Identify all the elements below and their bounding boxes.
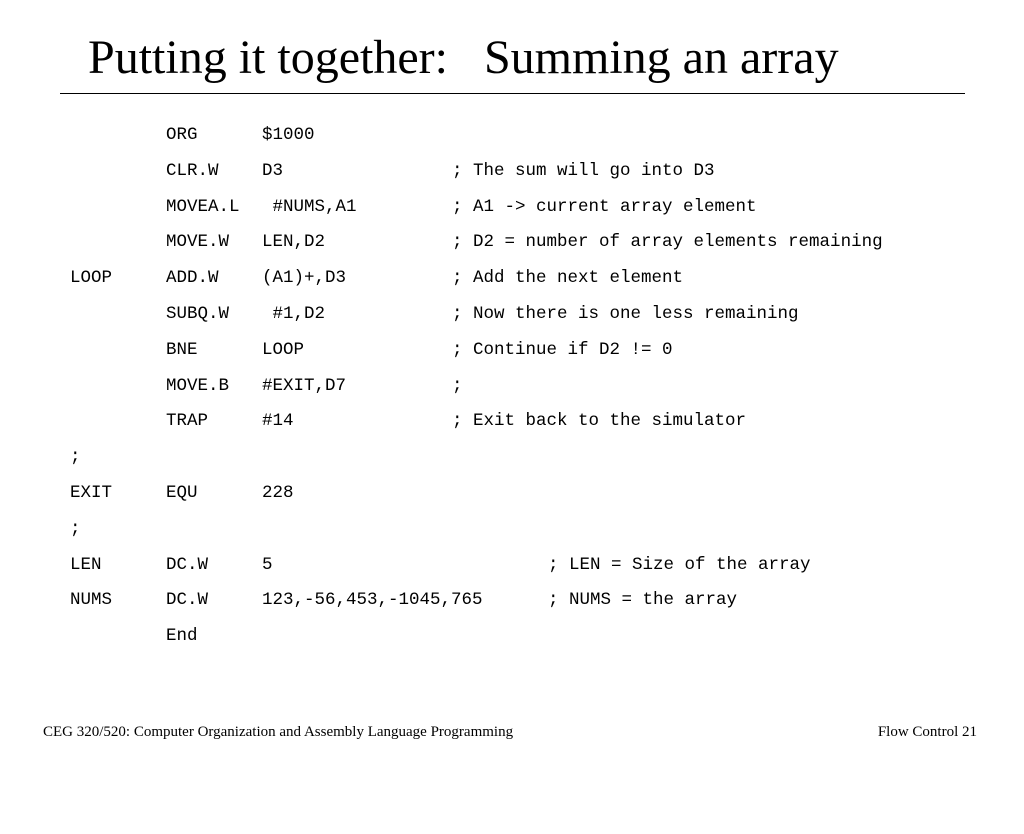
code-comment: ; NUMS = the array bbox=[548, 590, 738, 611]
code-operand: 5 bbox=[262, 554, 273, 575]
code-comment: ; Add the next element bbox=[452, 268, 684, 289]
code-operand: #EXIT,D7 bbox=[262, 375, 347, 396]
code-operand: #14 bbox=[262, 411, 294, 432]
title-divider bbox=[60, 93, 965, 94]
code-label: ; bbox=[70, 447, 81, 468]
footer-course-title: CEG 320/520: Computer Organization and Assembly Language Programming bbox=[43, 724, 514, 740]
code-opcode: MOVEA.L bbox=[166, 196, 240, 217]
code-line bbox=[0, 297, 1024, 333]
code-line bbox=[0, 118, 1024, 154]
code-line bbox=[0, 548, 1024, 584]
code-opcode: TRAP bbox=[166, 411, 209, 432]
code-label: NUMS bbox=[70, 590, 113, 611]
code-opcode: EQU bbox=[166, 482, 198, 503]
code-operand: LOOP bbox=[262, 339, 305, 360]
code-label: LOOP bbox=[70, 268, 113, 289]
code-opcode: ADD.W bbox=[166, 268, 219, 289]
code-line bbox=[0, 512, 1024, 548]
code-operand: #1,D2 bbox=[262, 303, 326, 324]
code-operand: D3 bbox=[262, 160, 284, 181]
code-comment: ; LEN = Size of the array bbox=[548, 554, 811, 575]
code-opcode: End bbox=[166, 626, 198, 647]
code-operand: #NUMS,A1 bbox=[262, 196, 357, 217]
code-line bbox=[0, 476, 1024, 512]
code-opcode: DC.W bbox=[166, 590, 209, 611]
code-comment: ; Continue if D2 != 0 bbox=[452, 339, 673, 360]
code-line bbox=[0, 190, 1024, 226]
code-line bbox=[0, 261, 1024, 297]
code-opcode: SUBQ.W bbox=[166, 303, 230, 324]
code-line bbox=[0, 333, 1024, 369]
code-opcode: MOVE.B bbox=[166, 375, 230, 396]
footer-page-label: Flow Control 21 bbox=[877, 724, 977, 740]
code-comment: ; The sum will go into D3 bbox=[452, 160, 715, 181]
slide-title: Putting it together: Summing an array bbox=[88, 31, 839, 84]
code-line bbox=[0, 225, 1024, 261]
code-line bbox=[0, 583, 1024, 619]
code-comment: ; D2 = number of array elements remaining bbox=[452, 232, 883, 253]
code-label: EXIT bbox=[70, 482, 113, 503]
code-line bbox=[0, 154, 1024, 190]
code-line bbox=[0, 369, 1024, 405]
code-opcode: CLR.W bbox=[166, 160, 219, 181]
code-opcode: DC.W bbox=[166, 554, 209, 575]
code-line bbox=[0, 619, 1024, 655]
code-label: ; bbox=[70, 518, 81, 539]
code-label: LEN bbox=[70, 554, 102, 575]
code-line bbox=[0, 440, 1024, 476]
code-operand: 123,-56,453,-1045,765 bbox=[262, 590, 483, 611]
code-comment: ; bbox=[452, 375, 463, 396]
code-line bbox=[0, 404, 1024, 440]
code-operand: (A1)+,D3 bbox=[262, 268, 347, 289]
code-operand: 228 bbox=[262, 482, 294, 503]
code-operand: $1000 bbox=[262, 125, 315, 145]
code-comment: ; A1 -> current array element bbox=[452, 196, 757, 217]
code-comment: ; Now there is one less remaining bbox=[452, 303, 799, 324]
assembly-code-listing bbox=[0, 118, 1024, 655]
code-opcode: ORG bbox=[166, 125, 198, 145]
code-operand: LEN,D2 bbox=[262, 232, 326, 253]
code-comment: ; Exit back to the simulator bbox=[452, 411, 747, 432]
code-opcode: MOVE.W bbox=[166, 232, 230, 253]
code-opcode: BNE bbox=[166, 339, 198, 360]
